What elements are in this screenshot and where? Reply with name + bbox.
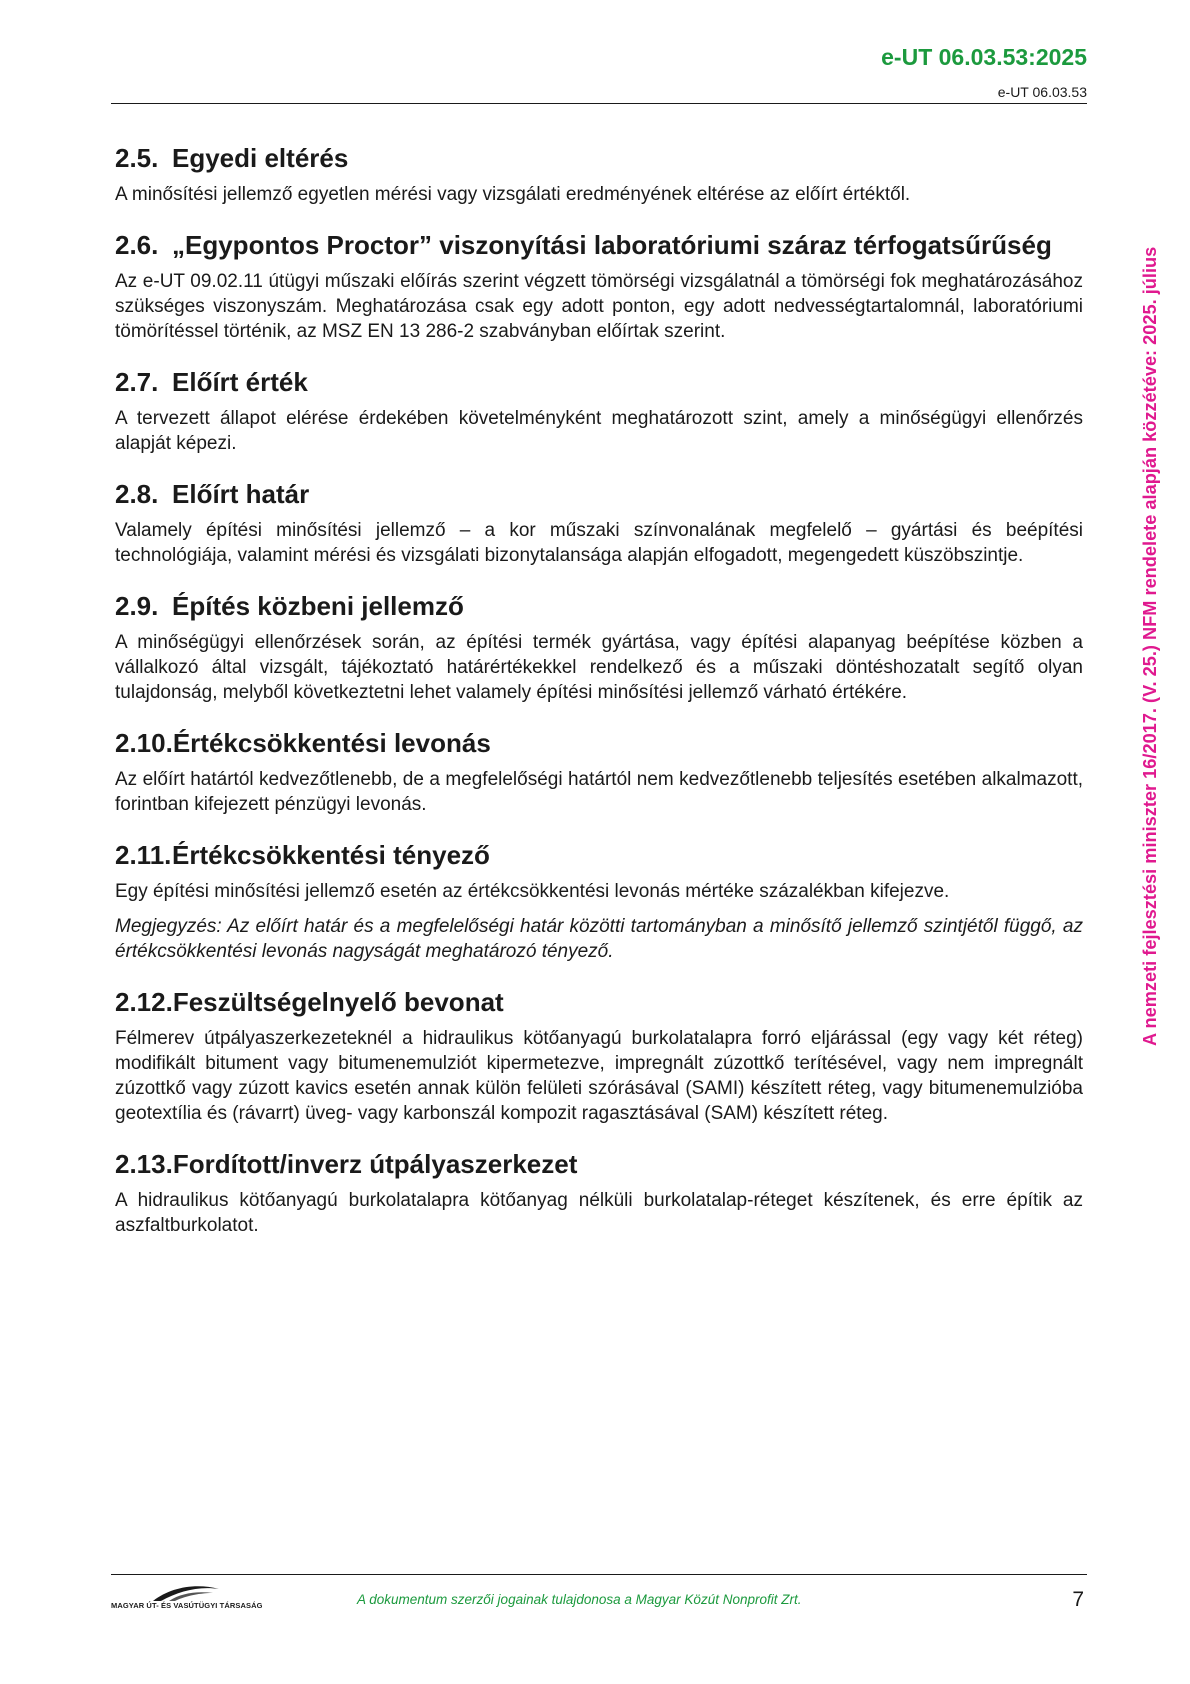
section-text: Valamely építési minősítési jellemző – a kor műszaki színvonalának megfelelő – gyártási és beépítési technológiája, valamint mérési és vizsgálati bizonytalansága alapján elfogadott, megengedett küszöbszintje. — [115, 520, 1083, 566]
section-title: Előírt határ — [172, 479, 310, 509]
section-heading — [115, 229, 1083, 261]
section-2-11 — [115, 839, 1083, 964]
section-2-9 — [115, 590, 1083, 705]
section-text: Az előírt határtól kedvezőtlenebb, de a megfelelőségi határtól nem kedvezőtlenebb teljesítés esetében alkalmazott, forintban kifejezett pénzügyi levonás. — [115, 769, 1083, 815]
section-text: Félmerev útpályaszerkezeteknél a hidraulikus kötőanyagú burkolatalapra forró eljárással (egy vagy két réteg) modifikált bitument vagy bitumenemulziót kipermetezve, impregnált zúzottkő terítésével, vagy nem impregnált zúzottkő vagy zúzott kavics esetén annak külön felületi szórásával (SAMI) készített réteg, vagy bitumenemulzióba geotextília és (rávarrt) üveg- vagy karbonszál kompozit ragasztásával (SAM) készített réteg. — [115, 1028, 1083, 1124]
footer-divider — [111, 1574, 1087, 1575]
copyright-notice: A dokumentum szerzői jogainak tulajdonosa a Magyar Közút Nonprofit Zrt. — [357, 1592, 802, 1607]
section-heading — [115, 478, 1083, 510]
section-title: Értékcsökkentési levonás — [172, 728, 491, 758]
section-heading — [115, 366, 1083, 398]
section-text: A minősítési jellemző egyetlen mérési vagy vizsgálati eredményének eltérése az előírt értéktől. — [115, 184, 911, 205]
section-number: 2.13. — [115, 1149, 173, 1179]
document-code: e-UT 06.03.53:2025 — [881, 44, 1087, 70]
section-heading — [115, 727, 1083, 759]
section-text: A tervezett állapot elérése érdekében követelményként meghatározott szint, amely a minőségügyi ellenőrzés alapját képezi. — [115, 408, 1083, 454]
section-heading — [115, 839, 1083, 871]
section-text: Egy építési minősítési jellemző esetén az értékcsökkentési levonás mértéke százalékban kifejezve. — [115, 881, 950, 902]
section-title: Előírt érték — [172, 367, 308, 397]
section-number: 2.7. — [115, 367, 159, 397]
section-title: „Egypontos Proctor” viszonyítási laboratóriumi száraz térfogatsűrűség — [172, 230, 1052, 260]
section-2-7 — [115, 366, 1083, 456]
document-sub-code: e-UT 06.03.53 — [997, 84, 1087, 100]
section-title: Értékcsökkentési tényező — [172, 840, 490, 870]
document-body — [115, 142, 1083, 1260]
section-number: 2.6. — [115, 230, 159, 260]
section-heading — [115, 590, 1083, 622]
section-title: Fordított/inverz útpályaszerkezet — [172, 1149, 578, 1179]
section-number: 2.5. — [115, 143, 159, 173]
section-note: Megjegyzés: Az előírt határ és a megfelelőségi határ közötti tartományban a minősítő jellemző szintjétől függő, az értékcsökkentési levonás nagyságát meghatározó tényező. — [115, 916, 1083, 962]
section-2-8 — [115, 478, 1083, 568]
section-text: Az e-UT 09.02.11 útügyi műszaki előírás szerint végzett tömörségi vizsgálatnál a tömörségi fok meghatározásához szükséges viszonyszám. Meghatározása csak egy adott ponton, egy adott nedvességtartalomnál, laboratóriumi tömörítéssel történik, az MSZ EN 13 286-2 szabványban előírtak szerint. — [115, 271, 1083, 342]
section-title: Építés közbeni jellemző — [172, 591, 464, 621]
swoosh-icon — [151, 1583, 221, 1603]
section-number: 2.9. — [115, 591, 159, 621]
section-2-10 — [115, 727, 1083, 817]
section-2-13 — [115, 1148, 1083, 1238]
section-2-12 — [115, 986, 1083, 1126]
section-number: 2.11. — [115, 840, 172, 870]
section-title: Feszültségelnyelő bevonat — [172, 987, 504, 1017]
publication-stamp: A nemzeti fejlesztési miniszter 16/2017. (V. 25.) NFM rendelete alapján közzétéve: 2025. július — [1140, 246, 1160, 1046]
section-number: 2.8. — [115, 479, 159, 509]
section-text: A minőségügyi ellenőrzések során, az építési termék gyártása, vagy építési alapanyag beépítése közben a vállalkozó által vizsgált, tájékoztató határértékekkel rendelkező és a műszaki döntéshozatalt segítő olyan tulajdonság, melyből következtetni lehet valamely építési minősítési jellemző várható értékére. — [115, 632, 1083, 703]
section-title: Egyedi eltérés — [172, 143, 349, 173]
section-number: 2.12. — [115, 987, 173, 1017]
header-divider — [111, 103, 1087, 104]
section-heading — [115, 1148, 1083, 1180]
section-heading — [115, 986, 1083, 1018]
section-heading — [115, 142, 1083, 174]
association-logo — [111, 1583, 271, 1613]
section-2-6 — [115, 229, 1083, 344]
section-number: 2.10. — [115, 728, 173, 758]
page-number: 7 — [1072, 1588, 1084, 1611]
section-2-5 — [115, 142, 1083, 207]
logo-text: MAGYAR ÚT- ÉS VASÚTÜGYI TÁRSASÁG — [111, 1601, 263, 1610]
section-text: A hidraulikus kötőanyagú burkolatalapra kötőanyag nélküli burkolatalap-réteget készítenek, és erre építik az aszfaltburkolatot. — [115, 1190, 1083, 1236]
